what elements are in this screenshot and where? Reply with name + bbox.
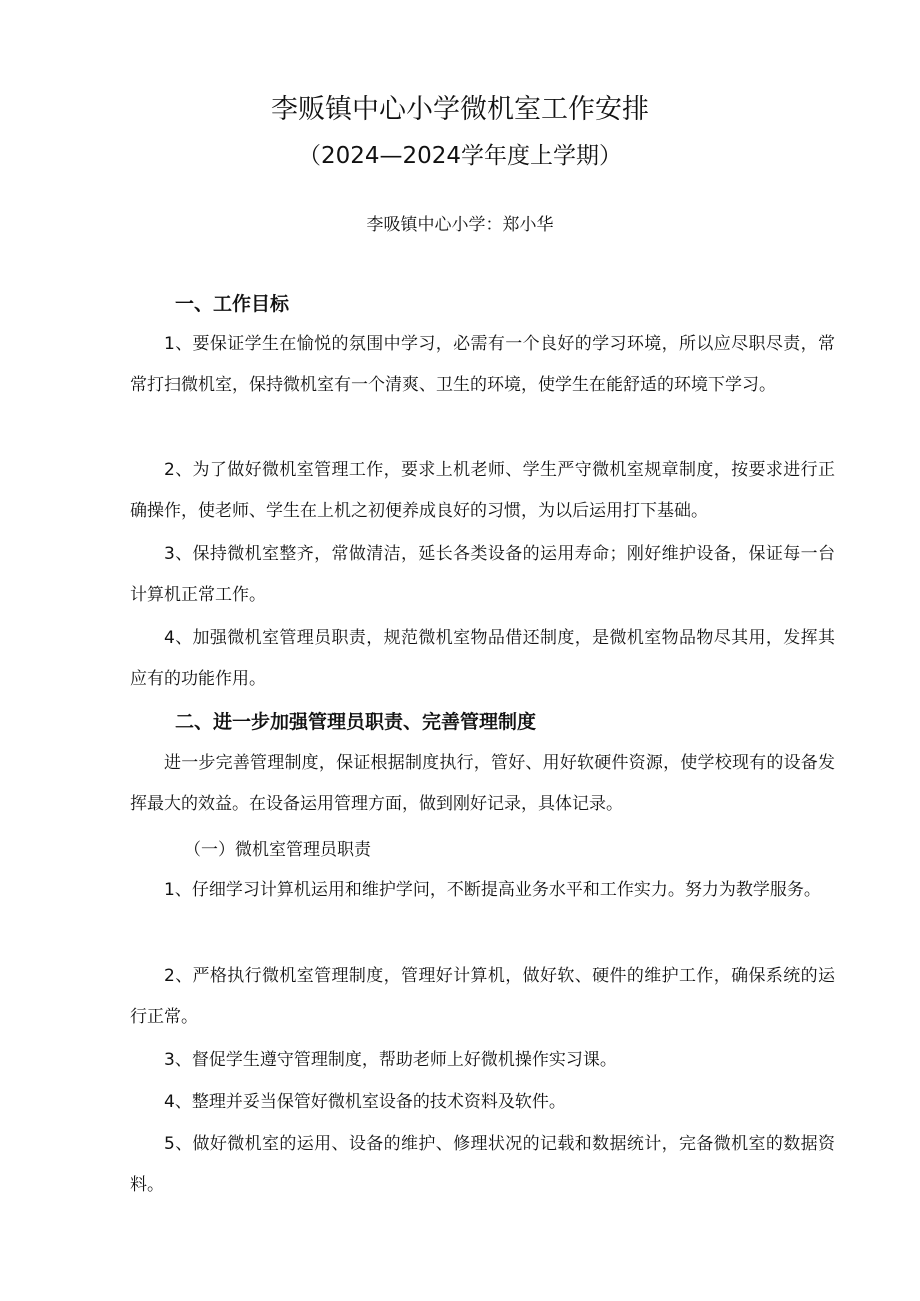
duty-item: 1、仔细学习计算机运用和维护学问，不断提高业务水平和工作实力。努力为教学服务。: [164, 880, 821, 900]
goal-paragraph: 3、保持微机室整齐，常做清洁，延长各类设备的运用寿命；刚好维护设备，保证每一台计算机正常工作。: [130, 544, 835, 605]
section-heading-duties: 二、进一步加强管理员职责、完善管理制度: [175, 711, 537, 733]
document-subtitle: （2024—2024学年度上学期）: [297, 143, 623, 169]
duty-item: 4、整理并妥当保管好微机室设备的技术资料及软件。: [164, 1092, 566, 1112]
duty-item: 3、督促学生遵守管理制度，帮助老师上好微机操作实习课。: [164, 1050, 617, 1070]
goal-paragraph: 2、为了做好微机室管理工作，要求上机老师、学生严守微机室规章制度，按要求进行正确操作，使老师、学生在上机之初便养成良好的习惯，为以后运用打下基础。: [130, 460, 835, 521]
goal-paragraph: 4、加强微机室管理员职责，规范微机室物品借还制度，是微机室物品物尽其用，发挥其应有的功能作用。: [130, 628, 835, 689]
section-heading-goals: 一、工作目标: [175, 293, 290, 315]
duty-item: 2、严格执行微机室管理制度，管理好计算机，做好软、硬件的维护工作，确保系统的运行正常。: [130, 966, 835, 1027]
duty-item: 5、做好微机室的运用、设备的维护、修理状况的记载和数据统计，完备微机室的数据资料。: [130, 1134, 835, 1195]
document-author: 李吸镇中心小学：郑小华: [366, 215, 554, 235]
document-title: 李贩镇中心小学微机室工作安排: [271, 94, 649, 125]
subsection-heading: （一）微机室管理员职责: [184, 840, 371, 860]
section-intro-paragraph: 进一步完善管理制度，保证根据制度执行，管好、用好软硬件资源，使学校现有的设备发挥最大的效益。在设备运用管理方面，做到刚好记录，具体记录。: [130, 753, 835, 814]
goal-paragraph: 1、要保证学生在愉悦的氛围中学习，必需有一个良好的学习环境，所以应尽职尽责，常常打扫微机室，保持微机室有一个清爽、卫生的环境，使学生在能舒适的环境下学习。: [130, 334, 835, 395]
